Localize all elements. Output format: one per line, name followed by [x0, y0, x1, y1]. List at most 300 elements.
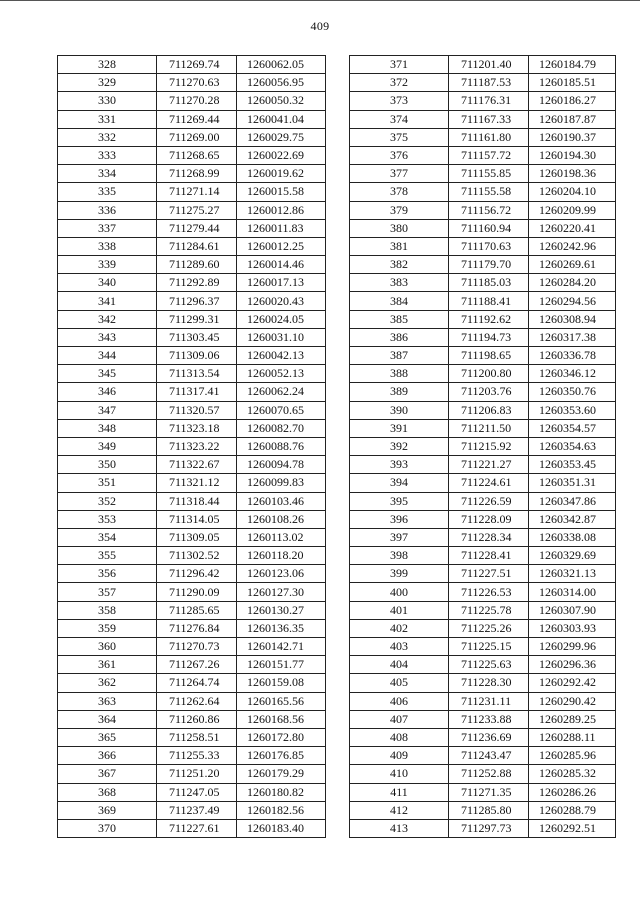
table-row [350, 365, 616, 383]
point-number-cell: 407 [350, 710, 449, 728]
y-coordinate-cell: 1260289.25 [529, 710, 616, 728]
x-coordinate-cell: 711227.51 [449, 565, 529, 583]
x-coordinate-cell: 711194.73 [449, 328, 529, 346]
x-coordinate-cell: 711203.76 [449, 383, 529, 401]
y-coordinate-cell: 1260187.87 [529, 110, 616, 128]
point-number-cell: 338 [58, 237, 157, 255]
y-coordinate-cell: 1260204.10 [529, 183, 616, 201]
table-row [350, 765, 616, 783]
x-coordinate-cell: 711156.72 [449, 201, 529, 219]
x-coordinate-cell: 711187.53 [449, 74, 529, 92]
x-coordinate-cell: 711258.51 [157, 728, 237, 746]
point-number-cell: 347 [58, 401, 157, 419]
y-coordinate-cell: 1260294.56 [529, 292, 616, 310]
x-coordinate-cell: 711228.09 [449, 510, 529, 528]
point-number-cell: 408 [350, 728, 449, 746]
table-row [58, 128, 326, 146]
point-number-cell: 354 [58, 528, 157, 546]
x-coordinate-cell: 711225.26 [449, 619, 529, 637]
table-row [58, 728, 326, 746]
point-number-cell: 405 [350, 674, 449, 692]
x-coordinate-cell: 711225.15 [449, 638, 529, 656]
table-row [58, 183, 326, 201]
x-coordinate-cell: 711228.30 [449, 674, 529, 692]
y-coordinate-cell: 1260296.36 [529, 656, 616, 674]
point-number-cell: 375 [350, 128, 449, 146]
point-number-cell: 337 [58, 219, 157, 237]
y-coordinate-cell: 1260299.96 [529, 638, 616, 656]
table-row [58, 510, 326, 528]
point-number-cell: 383 [350, 274, 449, 292]
x-coordinate-cell: 711155.85 [449, 165, 529, 183]
x-coordinate-cell: 711303.45 [157, 328, 237, 346]
x-coordinate-cell: 711161.80 [449, 128, 529, 146]
table-row [58, 801, 326, 819]
y-coordinate-cell: 1260082.70 [237, 419, 326, 437]
top-rule [0, 0, 640, 7]
y-coordinate-cell: 1260029.75 [237, 128, 326, 146]
x-coordinate-cell: 711206.83 [449, 401, 529, 419]
y-coordinate-cell: 1260041.04 [237, 110, 326, 128]
y-coordinate-cell: 1260015.58 [237, 183, 326, 201]
x-coordinate-cell: 711284.61 [157, 237, 237, 255]
point-number-cell: 379 [350, 201, 449, 219]
y-coordinate-cell: 1260094.78 [237, 456, 326, 474]
page-number: 409 [310, 19, 330, 33]
x-coordinate-cell: 711255.33 [157, 747, 237, 765]
table-row [350, 801, 616, 819]
point-number-cell: 343 [58, 328, 157, 346]
point-number-cell: 397 [350, 528, 449, 546]
point-number-cell: 339 [58, 256, 157, 274]
point-number-cell: 355 [58, 547, 157, 565]
y-coordinate-cell: 1260165.56 [237, 692, 326, 710]
table-row [58, 219, 326, 237]
table-row [58, 765, 326, 783]
x-coordinate-cell: 711225.63 [449, 656, 529, 674]
y-coordinate-cell: 1260031.10 [237, 328, 326, 346]
table-row [58, 747, 326, 765]
y-coordinate-cell: 1260303.93 [529, 619, 616, 637]
table-row [58, 474, 326, 492]
x-coordinate-cell: 711227.61 [157, 819, 237, 837]
table-row [58, 292, 326, 310]
x-coordinate-cell: 711198.65 [449, 347, 529, 365]
y-coordinate-cell: 1260284.20 [529, 274, 616, 292]
y-coordinate-cell: 1260242.96 [529, 237, 616, 255]
table-row [58, 74, 326, 92]
table-row [350, 619, 616, 637]
x-coordinate-cell: 711269.00 [157, 128, 237, 146]
y-coordinate-cell: 1260123.06 [237, 565, 326, 583]
y-coordinate-cell: 1260151.77 [237, 656, 326, 674]
x-coordinate-cell: 711269.44 [157, 110, 237, 128]
x-coordinate-cell: 711320.57 [157, 401, 237, 419]
table-row [58, 383, 326, 401]
x-coordinate-cell: 711226.53 [449, 583, 529, 601]
table-row [350, 310, 616, 328]
x-coordinate-cell: 711267.26 [157, 656, 237, 674]
y-coordinate-cell: 1260108.26 [237, 510, 326, 528]
x-coordinate-cell: 711188.41 [449, 292, 529, 310]
point-number-cell: 329 [58, 74, 157, 92]
x-coordinate-cell: 711192.62 [449, 310, 529, 328]
point-number-cell: 374 [350, 110, 449, 128]
point-number-cell: 412 [350, 801, 449, 819]
table-row [350, 274, 616, 292]
x-coordinate-cell: 711226.59 [449, 492, 529, 510]
point-number-cell: 372 [350, 74, 449, 92]
x-coordinate-cell: 711321.12 [157, 474, 237, 492]
table-row [58, 274, 326, 292]
table-row [350, 692, 616, 710]
x-coordinate-cell: 711185.03 [449, 274, 529, 292]
point-number-cell: 404 [350, 656, 449, 674]
table-row [58, 565, 326, 583]
y-coordinate-cell: 1260346.12 [529, 365, 616, 383]
y-coordinate-cell: 1260354.57 [529, 419, 616, 437]
y-coordinate-cell: 1260285.32 [529, 765, 616, 783]
table-row [58, 328, 326, 346]
table-row [350, 92, 616, 110]
x-coordinate-cell: 711317.41 [157, 383, 237, 401]
y-coordinate-cell: 1260172.80 [237, 728, 326, 746]
x-coordinate-cell: 711179.70 [449, 256, 529, 274]
point-number-cell: 356 [58, 565, 157, 583]
point-number-cell: 394 [350, 474, 449, 492]
table-row [58, 201, 326, 219]
y-coordinate-cell: 1260350.76 [529, 383, 616, 401]
table-row [58, 419, 326, 437]
point-number-cell: 352 [58, 492, 157, 510]
x-coordinate-cell: 711211.50 [449, 419, 529, 437]
y-coordinate-cell: 1260062.24 [237, 383, 326, 401]
point-number-cell: 401 [350, 601, 449, 619]
point-number-cell: 382 [350, 256, 449, 274]
y-coordinate-cell: 1260220.41 [529, 219, 616, 237]
y-coordinate-cell: 1260113.02 [237, 528, 326, 546]
point-number-cell: 413 [350, 819, 449, 837]
y-coordinate-cell: 1260168.56 [237, 710, 326, 728]
point-number-cell: 381 [350, 237, 449, 255]
x-coordinate-cell: 711225.78 [449, 601, 529, 619]
x-coordinate-cell: 711228.41 [449, 547, 529, 565]
y-coordinate-cell: 1260288.11 [529, 728, 616, 746]
x-coordinate-cell: 711215.92 [449, 437, 529, 455]
y-coordinate-cell: 1260317.38 [529, 328, 616, 346]
x-coordinate-cell: 711247.05 [157, 783, 237, 801]
x-coordinate-cell: 711201.40 [449, 56, 529, 74]
y-coordinate-cell: 1260286.26 [529, 783, 616, 801]
table-row [350, 638, 616, 656]
x-coordinate-cell: 711285.65 [157, 601, 237, 619]
x-coordinate-cell: 711170.63 [449, 237, 529, 255]
x-coordinate-cell: 711285.80 [449, 801, 529, 819]
y-coordinate-cell: 1260136.35 [237, 619, 326, 637]
table-row [350, 474, 616, 492]
point-number-cell: 368 [58, 783, 157, 801]
y-coordinate-cell: 1260062.05 [237, 56, 326, 74]
y-coordinate-cell: 1260182.56 [237, 801, 326, 819]
table-row [350, 565, 616, 583]
y-coordinate-cell: 1260142.71 [237, 638, 326, 656]
point-number-cell: 331 [58, 110, 157, 128]
point-number-cell: 358 [58, 601, 157, 619]
x-coordinate-cell: 711299.31 [157, 310, 237, 328]
point-number-cell: 348 [58, 419, 157, 437]
x-coordinate-cell: 711262.64 [157, 692, 237, 710]
point-number-cell: 380 [350, 219, 449, 237]
point-number-cell: 371 [350, 56, 449, 74]
y-coordinate-cell: 1260292.51 [529, 819, 616, 837]
table-row [58, 165, 326, 183]
point-number-cell: 336 [58, 201, 157, 219]
table-row [350, 492, 616, 510]
point-number-cell: 399 [350, 565, 449, 583]
y-coordinate-cell: 1260186.27 [529, 92, 616, 110]
x-coordinate-cell: 711236.69 [449, 728, 529, 746]
point-number-cell: 335 [58, 183, 157, 201]
point-number-cell: 351 [58, 474, 157, 492]
x-coordinate-cell: 711296.42 [157, 565, 237, 583]
x-coordinate-cell: 711252.88 [449, 765, 529, 783]
point-number-cell: 353 [58, 510, 157, 528]
table-row [350, 201, 616, 219]
y-coordinate-cell: 1260314.00 [529, 583, 616, 601]
table-row [58, 456, 326, 474]
point-number-cell: 362 [58, 674, 157, 692]
table-row [350, 74, 616, 92]
table-row [350, 510, 616, 528]
point-number-cell: 360 [58, 638, 157, 656]
point-number-cell: 393 [350, 456, 449, 474]
table-row [350, 656, 616, 674]
x-coordinate-cell: 711314.05 [157, 510, 237, 528]
table-row [350, 56, 616, 74]
table-row [58, 110, 326, 128]
x-coordinate-cell: 711268.65 [157, 146, 237, 164]
x-coordinate-cell: 711264.74 [157, 674, 237, 692]
x-coordinate-cell: 711228.34 [449, 528, 529, 546]
point-number-cell: 350 [58, 456, 157, 474]
y-coordinate-cell: 1260292.42 [529, 674, 616, 692]
table-row [58, 92, 326, 110]
x-coordinate-cell: 711279.44 [157, 219, 237, 237]
x-coordinate-cell: 711167.33 [449, 110, 529, 128]
table-row [58, 401, 326, 419]
y-coordinate-cell: 1260022.69 [237, 146, 326, 164]
y-coordinate-cell: 1260118.20 [237, 547, 326, 565]
y-coordinate-cell: 1260130.27 [237, 601, 326, 619]
point-number-cell: 389 [350, 383, 449, 401]
point-number-cell: 384 [350, 292, 449, 310]
x-coordinate-cell: 711296.37 [157, 292, 237, 310]
table-row [350, 528, 616, 546]
y-coordinate-cell: 1260288.79 [529, 801, 616, 819]
table-row [350, 237, 616, 255]
table-row [350, 783, 616, 801]
x-coordinate-cell: 711289.60 [157, 256, 237, 274]
table-row [58, 819, 326, 837]
y-coordinate-cell: 1260198.36 [529, 165, 616, 183]
x-coordinate-cell: 711323.22 [157, 437, 237, 455]
point-number-cell: 392 [350, 437, 449, 455]
point-number-cell: 388 [350, 365, 449, 383]
point-number-cell: 344 [58, 347, 157, 365]
x-coordinate-cell: 711275.27 [157, 201, 237, 219]
x-coordinate-cell: 711233.88 [449, 710, 529, 728]
y-coordinate-cell: 1260012.86 [237, 201, 326, 219]
point-number-cell: 367 [58, 765, 157, 783]
x-coordinate-cell: 711302.52 [157, 547, 237, 565]
x-coordinate-cell: 711309.06 [157, 347, 237, 365]
x-coordinate-cell: 711297.73 [449, 819, 529, 837]
y-coordinate-cell: 1260056.95 [237, 74, 326, 92]
x-coordinate-cell: 711176.31 [449, 92, 529, 110]
y-coordinate-cell: 1260088.76 [237, 437, 326, 455]
y-coordinate-cell: 1260285.96 [529, 747, 616, 765]
y-coordinate-cell: 1260353.60 [529, 401, 616, 419]
x-coordinate-cell: 711200.80 [449, 365, 529, 383]
table-row [58, 692, 326, 710]
y-coordinate-cell: 1260024.05 [237, 310, 326, 328]
y-coordinate-cell: 1260042.13 [237, 347, 326, 365]
table-row [58, 492, 326, 510]
point-number-cell: 385 [350, 310, 449, 328]
table-row [58, 347, 326, 365]
point-number-cell: 342 [58, 310, 157, 328]
point-number-cell: 406 [350, 692, 449, 710]
table-row [58, 547, 326, 565]
point-number-cell: 400 [350, 583, 449, 601]
y-coordinate-cell: 1260017.13 [237, 274, 326, 292]
x-coordinate-cell: 711270.28 [157, 92, 237, 110]
table-row [58, 256, 326, 274]
y-coordinate-cell: 1260011.83 [237, 219, 326, 237]
y-coordinate-cell: 1260342.87 [529, 510, 616, 528]
y-coordinate-cell: 1260159.08 [237, 674, 326, 692]
table-row [350, 547, 616, 565]
y-coordinate-cell: 1260176.85 [237, 747, 326, 765]
point-number-cell: 328 [58, 56, 157, 74]
point-number-cell: 373 [350, 92, 449, 110]
table-row [350, 583, 616, 601]
point-number-cell: 409 [350, 747, 449, 765]
x-coordinate-cell: 711276.84 [157, 619, 237, 637]
table-row [350, 292, 616, 310]
y-coordinate-cell: 1260070.65 [237, 401, 326, 419]
table-row [58, 656, 326, 674]
x-coordinate-cell: 711157.72 [449, 146, 529, 164]
point-number-cell: 377 [350, 165, 449, 183]
table-row [58, 710, 326, 728]
x-coordinate-cell: 711243.47 [449, 747, 529, 765]
y-coordinate-cell: 1260329.69 [529, 547, 616, 565]
point-number-cell: 387 [350, 347, 449, 365]
point-number-cell: 341 [58, 292, 157, 310]
y-coordinate-cell: 1260209.99 [529, 201, 616, 219]
point-number-cell: 370 [58, 819, 157, 837]
table-row [350, 819, 616, 837]
point-number-cell: 369 [58, 801, 157, 819]
point-number-cell: 378 [350, 183, 449, 201]
y-coordinate-cell: 1260308.94 [529, 310, 616, 328]
y-coordinate-cell: 1260183.40 [237, 819, 326, 837]
point-number-cell: 376 [350, 146, 449, 164]
point-number-cell: 361 [58, 656, 157, 674]
y-coordinate-cell: 1260184.79 [529, 56, 616, 74]
point-number-cell: 410 [350, 765, 449, 783]
point-number-cell: 345 [58, 365, 157, 383]
y-coordinate-cell: 1260019.62 [237, 165, 326, 183]
y-coordinate-cell: 1260321.13 [529, 565, 616, 583]
x-coordinate-cell: 711309.05 [157, 528, 237, 546]
table-row [350, 146, 616, 164]
x-coordinate-cell: 711292.89 [157, 274, 237, 292]
x-coordinate-cell: 711224.61 [449, 474, 529, 492]
table-row [58, 237, 326, 255]
x-coordinate-cell: 711322.67 [157, 456, 237, 474]
table-row [350, 128, 616, 146]
table-row [350, 183, 616, 201]
table-row [350, 383, 616, 401]
x-coordinate-cell: 711160.94 [449, 219, 529, 237]
table-row [350, 328, 616, 346]
table-row [350, 601, 616, 619]
x-coordinate-cell: 711260.86 [157, 710, 237, 728]
table-row [350, 437, 616, 455]
table-row [58, 56, 326, 74]
point-number-cell: 334 [58, 165, 157, 183]
table-row [58, 638, 326, 656]
table-row [58, 674, 326, 692]
table-row [350, 165, 616, 183]
point-number-cell: 330 [58, 92, 157, 110]
table-row [58, 601, 326, 619]
coordinate-table-right [349, 55, 616, 838]
y-coordinate-cell: 1260354.63 [529, 437, 616, 455]
y-coordinate-cell: 1260012.25 [237, 237, 326, 255]
coordinate-table-left [57, 55, 326, 838]
x-coordinate-cell: 711221.27 [449, 456, 529, 474]
table-row [350, 728, 616, 746]
y-coordinate-cell: 1260351.31 [529, 474, 616, 492]
y-coordinate-cell: 1260190.37 [529, 128, 616, 146]
y-coordinate-cell: 1260014.46 [237, 256, 326, 274]
table-row [350, 401, 616, 419]
x-coordinate-cell: 711231.11 [449, 692, 529, 710]
point-number-cell: 386 [350, 328, 449, 346]
point-number-cell: 365 [58, 728, 157, 746]
point-number-cell: 363 [58, 692, 157, 710]
point-number-cell: 395 [350, 492, 449, 510]
table-row [350, 256, 616, 274]
y-coordinate-cell: 1260353.45 [529, 456, 616, 474]
x-coordinate-cell: 711313.54 [157, 365, 237, 383]
table-row [58, 365, 326, 383]
point-number-cell: 349 [58, 437, 157, 455]
y-coordinate-cell: 1260336.78 [529, 347, 616, 365]
x-coordinate-cell: 711269.74 [157, 56, 237, 74]
point-number-cell: 333 [58, 146, 157, 164]
table-row [350, 674, 616, 692]
point-number-cell: 364 [58, 710, 157, 728]
table-row [58, 583, 326, 601]
y-coordinate-cell: 1260179.29 [237, 765, 326, 783]
point-number-cell: 366 [58, 747, 157, 765]
y-coordinate-cell: 1260052.13 [237, 365, 326, 383]
point-number-cell: 411 [350, 783, 449, 801]
